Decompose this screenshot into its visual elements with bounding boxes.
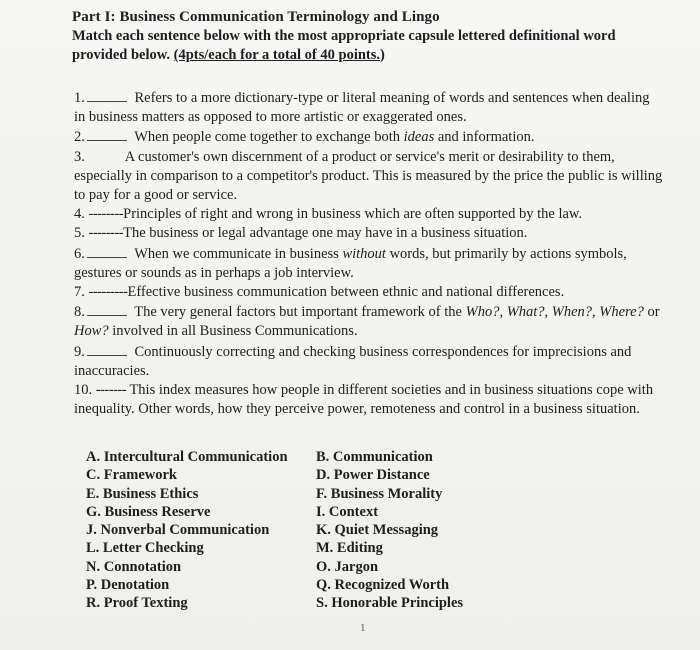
question-number: 7. (74, 284, 85, 301)
question-9 (74, 342, 664, 381)
question-7 (74, 283, 664, 302)
question-emphasis: How? (74, 323, 109, 340)
question-number: 9. (74, 343, 85, 360)
answer-option: E. Business Ethics (86, 485, 199, 502)
question-5 (74, 224, 664, 243)
question-number: 1. (74, 90, 85, 106)
answer-option: S. Honorable Principles (316, 595, 464, 612)
question-emphasis: Who?, What?, When?, Where? (465, 304, 644, 321)
question-4 (74, 205, 664, 224)
page-number: 1 (360, 622, 366, 634)
answer-option: C. Framework (86, 467, 178, 484)
question-8 (74, 302, 664, 341)
question-number: 4. (74, 206, 85, 223)
question-emphasis: ideas (403, 129, 435, 146)
question-text: The very general factors but important framework of the (134, 304, 466, 321)
question-number: 10. (74, 382, 93, 399)
answer-dashes[interactable]: --------- (88, 284, 128, 301)
question-number: 2. (74, 129, 85, 146)
answer-option: G. Business Reserve (86, 503, 211, 520)
answer-dashes[interactable]: -------- (88, 206, 124, 223)
section-title: Part I: Business Communication Terminology and Lingo (72, 9, 440, 25)
question-1 (74, 88, 664, 127)
question-text: Principles of right and wrong in business which are often supported by the law. (123, 206, 583, 223)
question-text: When we communicate in business (134, 245, 343, 262)
instructions-points: (4pts/each for a total of 40 points. (173, 47, 381, 63)
answer-option: L. Letter Checking (86, 540, 204, 557)
answer-option: R. Proof Texting (86, 595, 188, 612)
question-text: or (643, 304, 660, 321)
question-text: Refers to a more dictionary-type or literal meaning of words and sentences when dealing in business matters as opposed to more artistic or exaggerated ones. (74, 90, 650, 126)
question-text: A customer's own discernment of a product or service's merit or desirability to them, especially in comparison to a competitor's product. This is measured by the price the public is willing to pay for a good or service. (74, 148, 663, 204)
answer-option: Q. Recognized Worth (316, 577, 450, 594)
instructions (72, 27, 672, 65)
answer-blank[interactable] (87, 244, 127, 258)
answer-option: M. Editing (316, 540, 383, 557)
answer-option: A. Intercultural Communication (86, 449, 288, 465)
header (72, 8, 672, 65)
question-2 (74, 127, 664, 147)
answer-option: O. Jargon (316, 558, 379, 575)
question-text: Effective business communication between ethnic and national differences. (127, 284, 565, 301)
question-text: and information. (434, 129, 535, 146)
answer-column-left (86, 448, 288, 613)
question-3 (74, 148, 664, 206)
answer-dashes[interactable]: -------- (88, 225, 124, 242)
answer-blank[interactable] (87, 88, 127, 102)
instructions-main: Match each sentence below with the most appropriate capsule lettered definitional word provided below. (72, 28, 616, 63)
question-text: This index measures how people in different societies and in business situations cope with inequality. Other words, how they perceive power, remoteness and control in a business situation. (74, 382, 654, 418)
answer-option: F. Business Morality (316, 485, 443, 502)
answer-option: I. Context (316, 503, 379, 520)
answer-option: N. Connotation (86, 558, 182, 575)
question-list (74, 88, 664, 419)
question-number: 5. (74, 225, 85, 242)
question-emphasis: without (342, 245, 386, 262)
instructions-end: ) (380, 47, 385, 63)
question-text: Continuously correcting and checking business correspondences for imprecisions and inaccuracies. (74, 343, 632, 379)
question-10 (74, 381, 664, 419)
question-text: When people come together to exchange both (134, 129, 404, 146)
answer-option: J. Nonverbal Communication (86, 522, 270, 539)
answer-option: D. Power Distance (316, 467, 430, 484)
answer-option: K. Quiet Messaging (316, 522, 439, 539)
answer-blank[interactable] (87, 302, 127, 316)
answer-option: B. Communication (316, 449, 433, 465)
question-number: 6. (74, 245, 85, 262)
answer-column-right (316, 448, 463, 613)
question-text: involved in all Business Communications. (108, 323, 358, 340)
question-text: words, but primarily by actions symbols, gestures or sounds as in perhaps a job interview. (74, 245, 627, 281)
answer-blank[interactable] (87, 342, 127, 356)
question-6 (74, 244, 664, 283)
question-number: 3. (74, 148, 85, 165)
answer-blank[interactable] (87, 127, 127, 141)
question-number: 8. (74, 304, 85, 321)
answer-dashes[interactable]: ------- (95, 382, 127, 399)
question-text: The business or legal advantage one may have in a business situation. (123, 225, 528, 242)
answer-option: P. Denotation (86, 577, 170, 594)
